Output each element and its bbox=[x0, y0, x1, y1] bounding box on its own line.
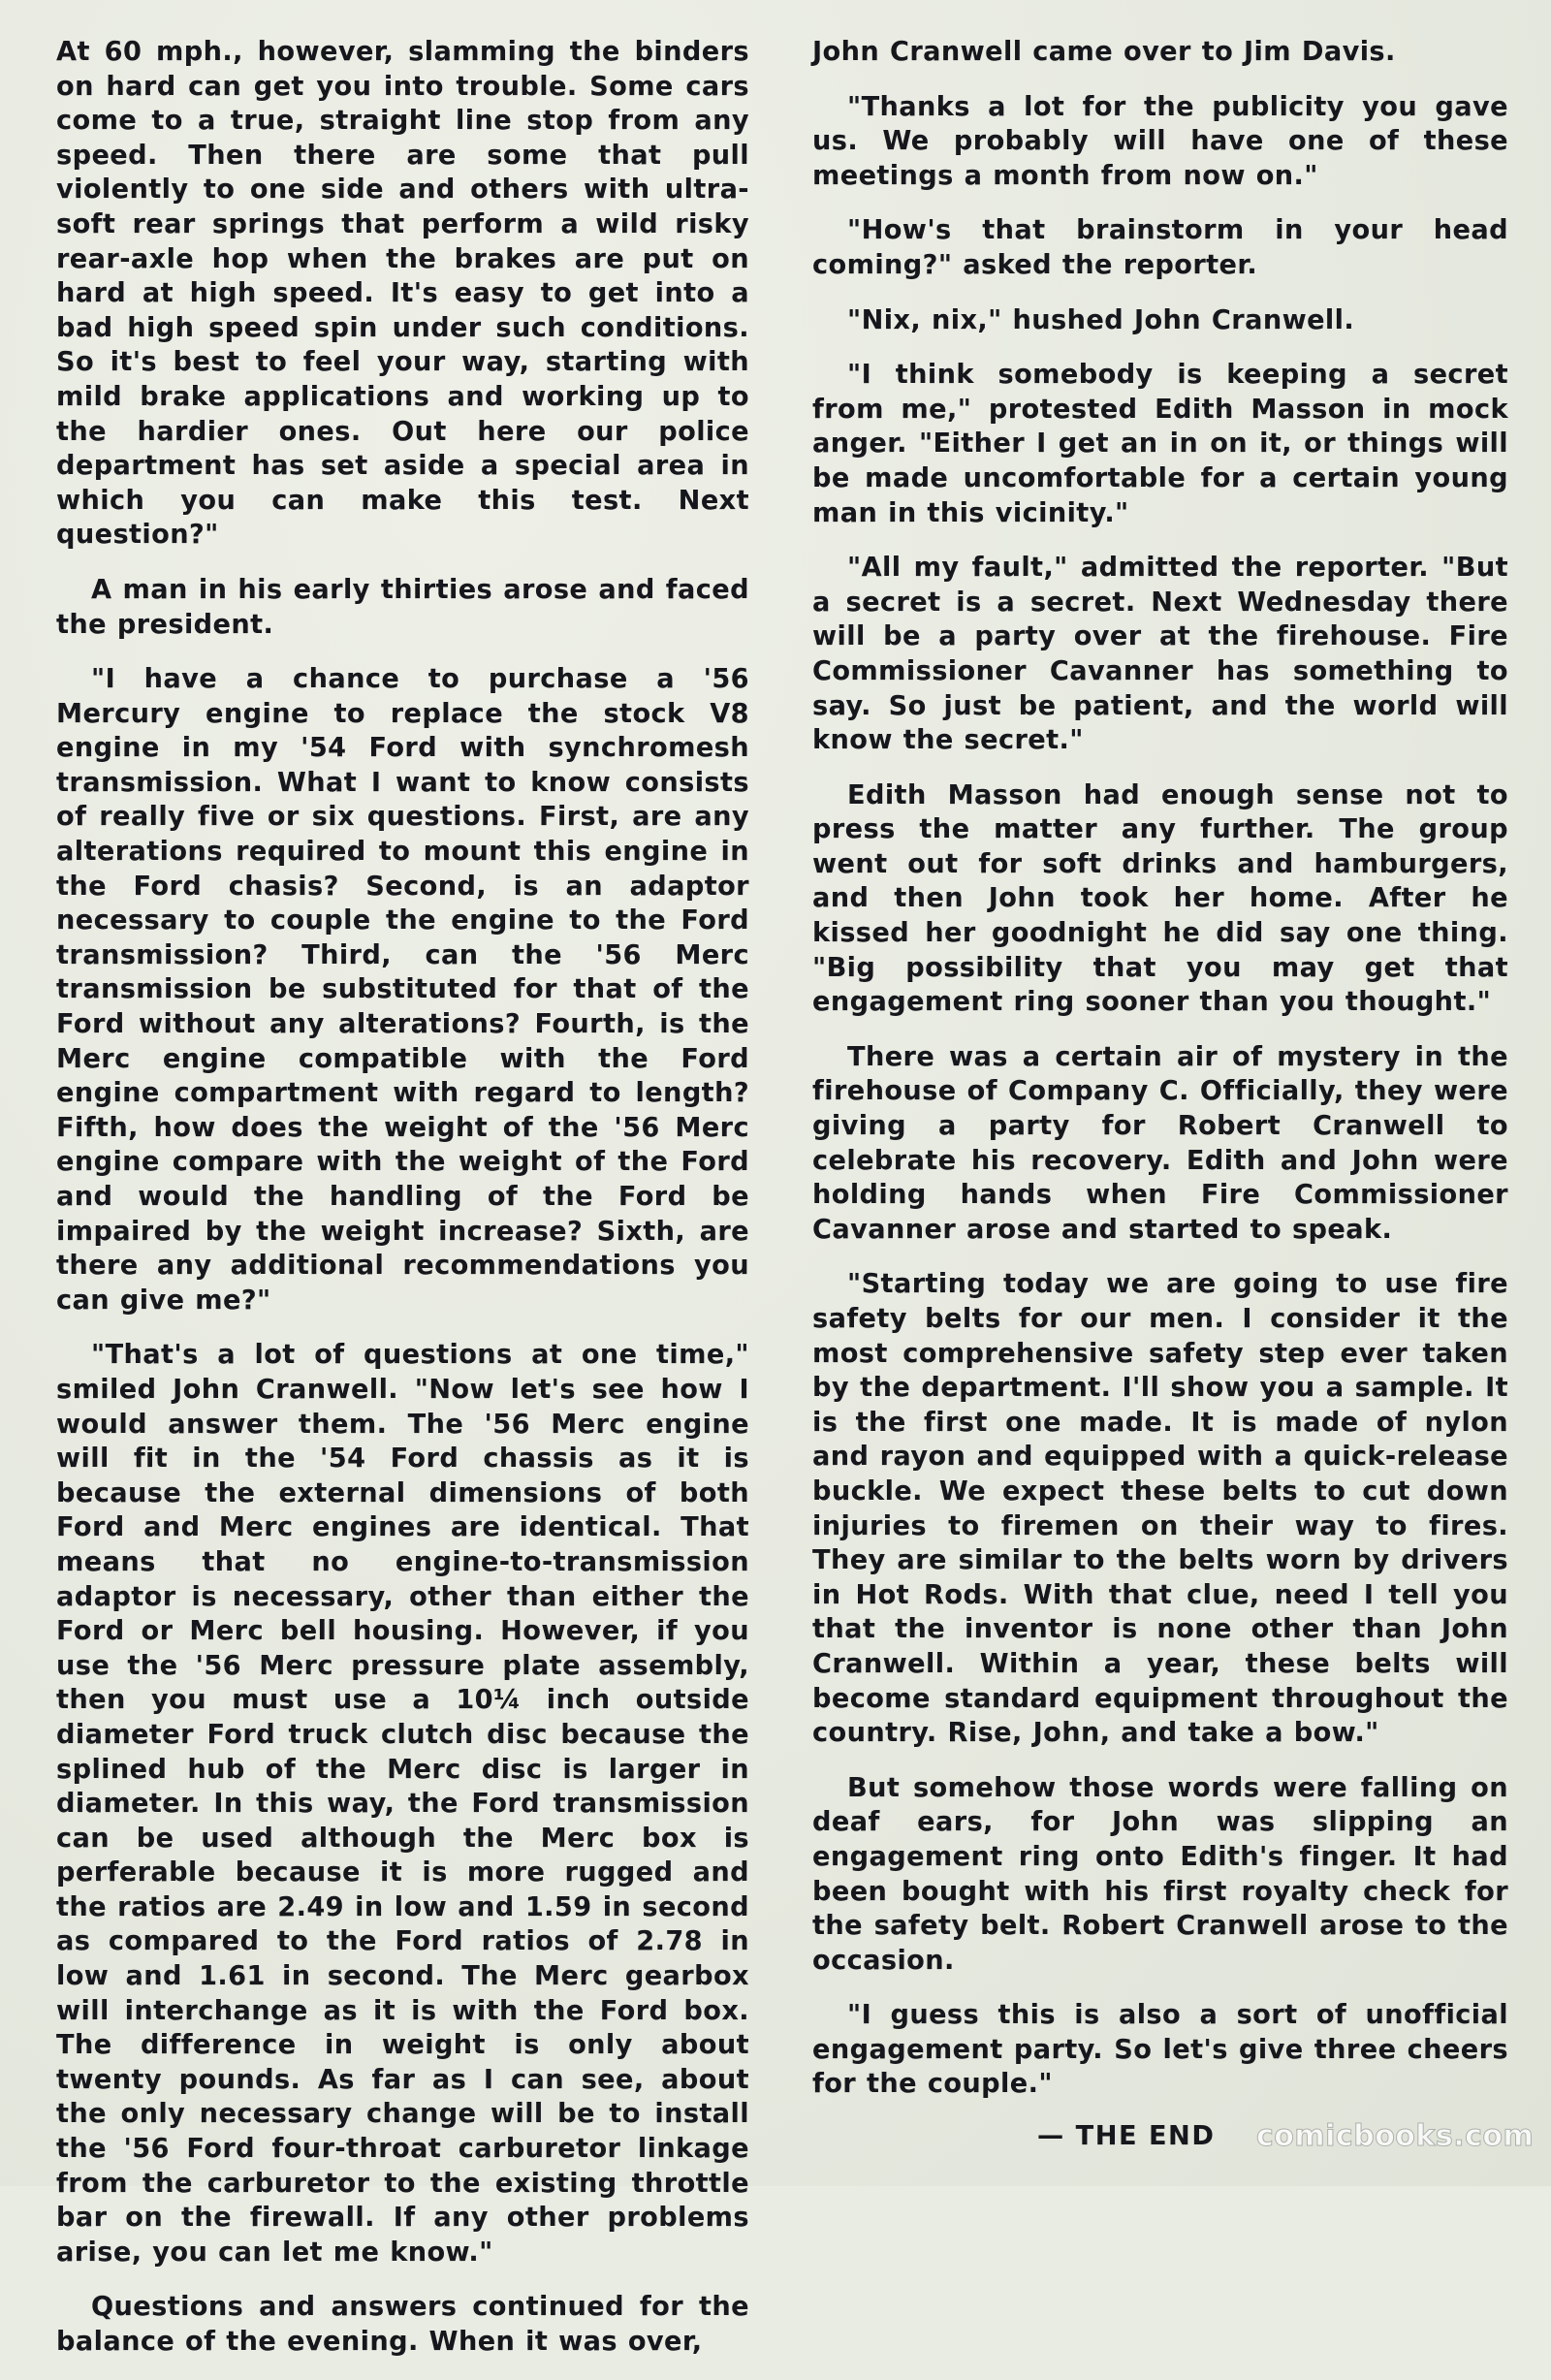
paragraph: But somehow those words were falling on deaf ears, for John was slipping an engagement ring onto Edith's finger. It had been bought with his first royalty check for the safety belt. Robert Cranwell arose to the occasion. bbox=[812, 1772, 1508, 1976]
paragraph: "Thanks a lot for the publicity you gave us. We probably will have one of these meetings a month from now on." bbox=[812, 91, 1508, 191]
paragraph: "I guess this is also a sort of unofficial engagement party. So let's give three cheers for the couple." bbox=[812, 2000, 1508, 2100]
paragraph: "All my fault," admitted the reporter. "But a secret is a secret. Next Wednesday there will be a party over at the firehouse. Fire Commissioner Cavanner has something to say. So just be patient, and the world will know the secret." bbox=[812, 553, 1508, 756]
the-end-label: — THE END bbox=[1037, 2121, 1216, 2151]
right-text-column bbox=[812, 35, 1508, 2122]
paragraph: John Cranwell came over to Jim Davis. bbox=[812, 37, 1396, 67]
paragraph: At 60 mph., however, slamming the binders on hard can get you into trouble. Some cars come to a true, straight line stop from any speed. Then there are some that pull violently to one side and others with ultra-soft rear springs that perform a wild risky rear-axle hop when the brakes are put on hard at high speed. It's easy to get into a bad high speed spin under such conditions. So it's best to feel your way, starting with mild brake applications and working up to the hardier ones. Out here our police department has set aside a special area in which you can make this test. Next question?" bbox=[56, 37, 749, 551]
paragraph: "Starting today we are going to use fire safety belts for our men. I consider it the most comprehensive safety step ever taken by the department. I'll show you a sample. It is the first one made. It is made of nylon and rayon and equipped with a quick-release buckle. We expect these belts to cut down injuries to firemen on their way to fires. They are similar to the belts worn by drivers in Hot Rods. With that clue, need I tell you that the inventor is none other than John Cranwell. Within a year, these belts will become standard equipment throughout the country. Rise, John, and take a bow." bbox=[812, 1269, 1508, 1749]
paragraph: "I think somebody is keeping a secret from me," protested Edith Masson in mock anger. "Either I get an in on it, or things will be made uncomfortable for a certain young man in this vicinity." bbox=[812, 360, 1508, 528]
watermark-logo: comicbooks.com bbox=[1256, 2119, 1535, 2153]
paragraph: Questions and answers continued for the balance of the evening. When it was over, bbox=[56, 2292, 749, 2357]
paragraph: "How's that brainstorm in your head coming?" asked the reporter. bbox=[812, 215, 1508, 280]
paragraph: There was a certain air of mystery in the firehouse of Company C. Officially, they were giving a party for Robert Cranwell to celebrate his recovery. Edith and John were holding hands when Fire Commissioner Cavanner arose and started to speak. bbox=[812, 1041, 1508, 1245]
paragraph: Edith Masson had enough sense not to press the matter any further. The group went out for soft drinks and hamburgers, and then John took her home. After he kissed her goodnight he did say one thing. "Big possibility that you may get that engagement ring sooner than you thought." bbox=[812, 779, 1508, 1018]
paragraph: "That's a lot of questions at one time," smiled John Cranwell. "Now let's see how I would answer them. The '56 Merc engine will fit in the '54 Ford chassis as it is because the external dimensions of both Ford and Merc engines are identical. That means that no engine-to-transmission adaptor is necessary, other than either the Ford or Merc bell housing. However, if you use the '56 Merc pressure plate assembly, then you must use a 10¼ inch outside diameter Ford truck clutch disc because the splined hub of the Merc disc is larger in diameter. In this way, the Ford transmission can be used although the Merc box is perferable because it is more rugged and the ratios are 2.49 in low and 1.59 in second as compared to the Ford ratios of 2.78 in low and 1.61 in second. The Merc gearbox will interchange as it is with the Ford box. The difference in weight is only about twenty pounds. As far as I can see, about the only necessary change will be to install the '56 Ford four-throat carburetor linkage from the carburetor to the existing throttle bar on the firewall. If any other problems arise, you can let me know." bbox=[56, 1340, 749, 2268]
paragraph: A man in his early thirties arose and faced the president. bbox=[56, 574, 749, 640]
paragraph: "Nix, nix," hushed John Cranwell. bbox=[847, 304, 1355, 335]
left-text-column bbox=[56, 35, 749, 2380]
paragraph: "I have a chance to purchase a '56 Mercury engine to replace the stock V8 engine in my '54 Ford with synchromesh transmission. What I want to know consists of really five or six questions. First, are any alterations required to mount this engine in the Ford chasis? Second, is an adaptor necessary to couple the engine to the Ford transmission? Third, can the '56 Merc transmission be substituted for that of the Ford without any alterations? Fourth, is the Merc engine compatible with the Ford engine compartment with regard to length? Fifth, how does the weight of the '56 Merc engine compare with the weight of the Ford and would the handling of the Ford be impaired by the weight increase? Sixth, are there any additional recommendations you can give me?" bbox=[56, 664, 749, 1316]
